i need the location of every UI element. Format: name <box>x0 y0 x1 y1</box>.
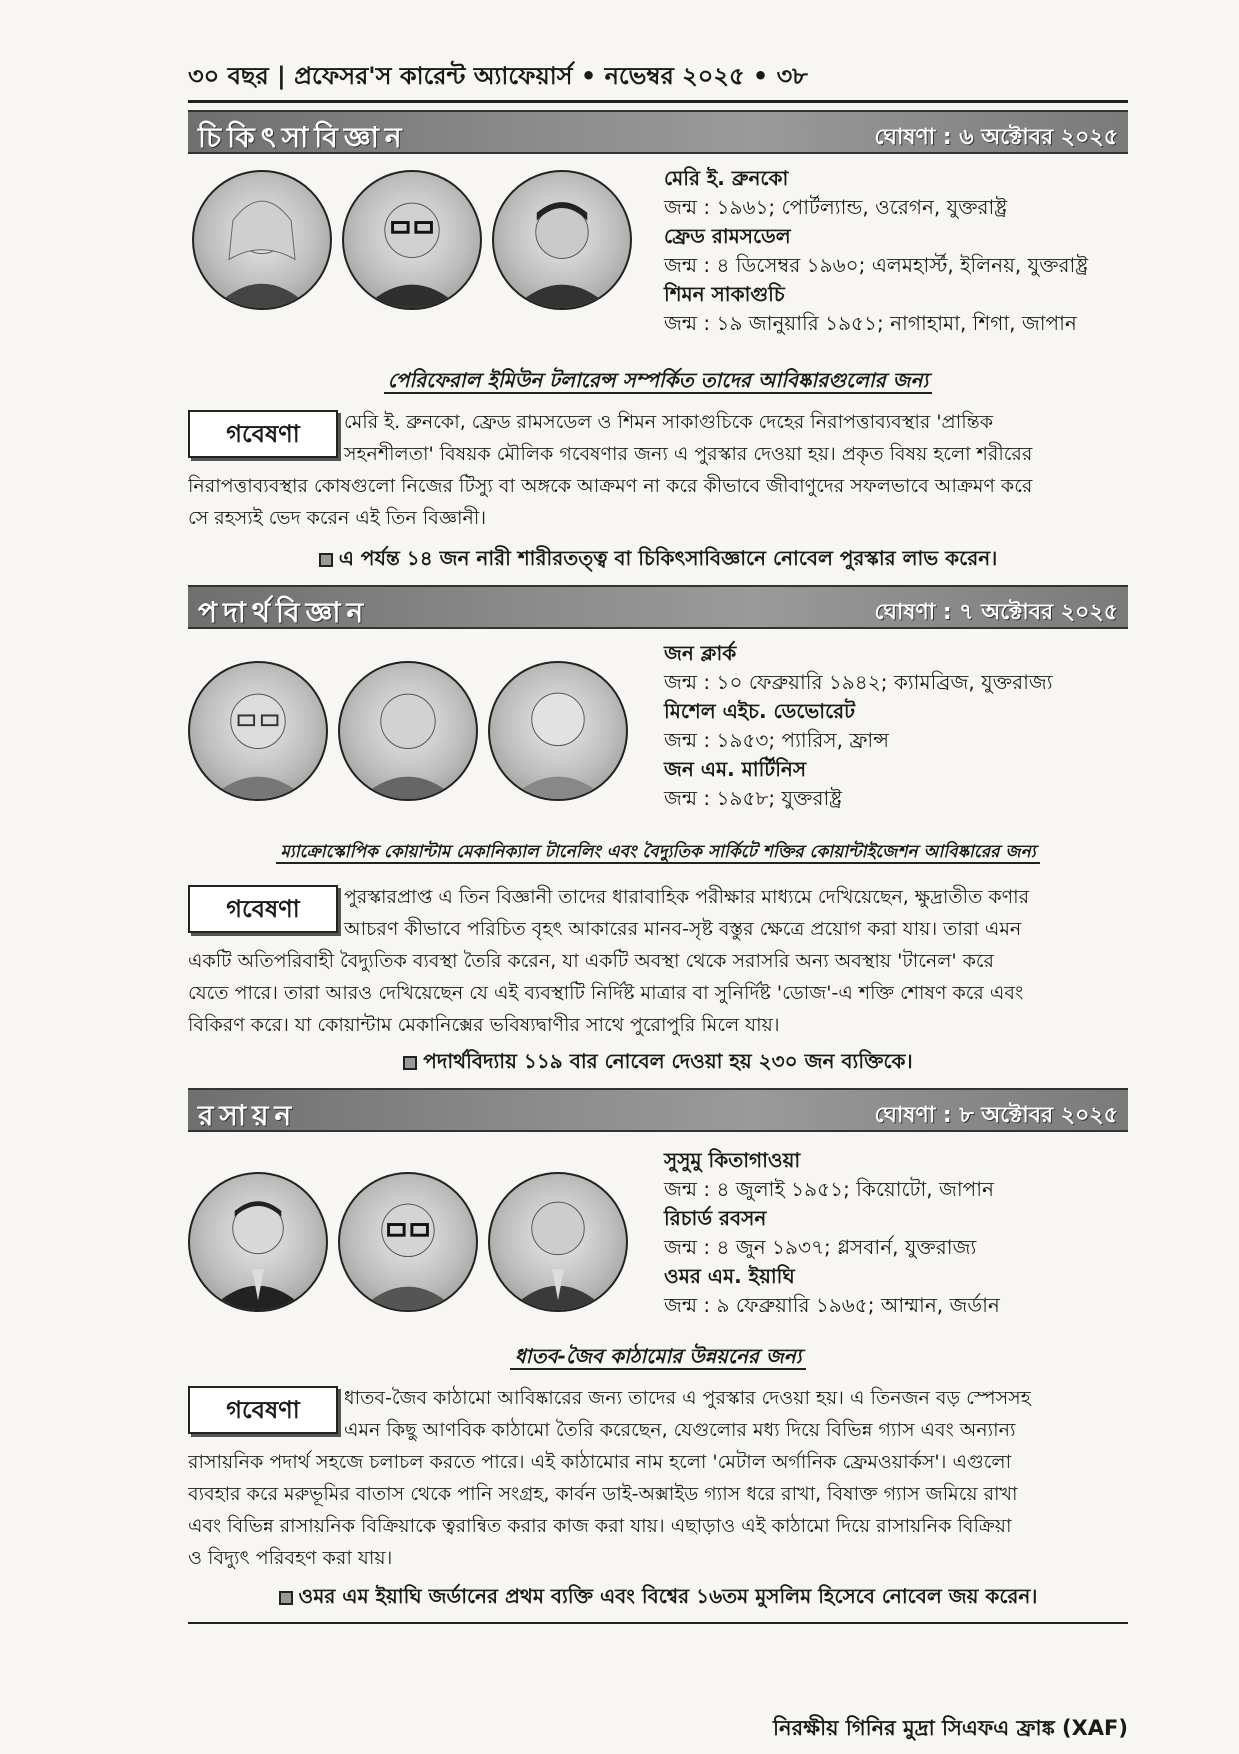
person-icon <box>344 172 480 308</box>
laureate-portrait <box>338 1172 478 1312</box>
laureate-name: রিচার্ড রবসন <box>664 1206 767 1230</box>
section-banner <box>188 585 1128 629</box>
award-reason-text: ধাতব-জৈব কাঠামোর উন্নয়নের জন্য <box>510 1344 805 1370</box>
bullet-square-icon <box>319 553 333 567</box>
footer-note: নিরক্ষীয় গিনির মুদ্রা সিএফএ ফ্রাঙ্ক (XAF) <box>773 1716 1128 1740</box>
research-text: সে রহস্যই ভেদ করেন এই তিন বিজ্ঞানী। <box>188 507 487 529</box>
laureate-name: মেরি ই. ব্রুনকো <box>664 166 789 190</box>
laureate-photos <box>188 661 658 811</box>
laureate-name: শিমন সাকাগুচি <box>664 282 785 306</box>
person-icon <box>490 1174 626 1310</box>
laureate-list <box>664 1146 1128 1320</box>
laureate-birth: জন্ম : ১৯ জানুয়ারি ১৯৫১; নাগাহামা, শিগা, জাপান <box>664 311 1077 335</box>
person-icon <box>340 1174 476 1310</box>
laureate-portrait <box>488 1172 628 1312</box>
research-text: সহনশীলতা' বিষয়ক মৌলিক গবেষণার জন্য এ পুরস্কার দেওয়া হয়। প্রকৃত বিষয় হলো শরীরের <box>344 443 1033 465</box>
laureate-portrait <box>342 170 482 310</box>
person-icon <box>494 172 630 308</box>
person-icon <box>190 1174 326 1310</box>
laureate-birth: জন্ম : ১৯৫৩; প্যারিস, ফ্রান্স <box>664 728 889 752</box>
section-title: রসায়ন <box>198 1099 298 1132</box>
person-icon <box>340 663 476 799</box>
laureate-birth: জন্ম : ৯ ফেব্রুয়ারি ১৯৬৫; আম্মান, জর্ডান <box>664 1293 1000 1317</box>
laureate-birth: জন্ম : ১০ ফেব্রুয়ারি ১৯৪২; ক্যামব্রিজ, যুক্তরাজ্য <box>664 670 1053 694</box>
award-reason <box>188 839 1128 867</box>
research-text: যেতে পারে। তারা আরও দেখিয়েছেন যে এই ব্যবস্থাটি নির্দিষ্ট মাত্রার বা সুনির্দিষ্ট 'ডোজ'-এ শক্তি শোষণ করে এবং <box>188 982 1024 1004</box>
laureate-birth: জন্ম : ১৯৬১; পোর্টল্যান্ড, ওরেগন, যুক্তরাষ্ট্র <box>664 195 1008 219</box>
laureate-birth: জন্ম : ১৯৫৮; যুক্তরাষ্ট্র <box>664 786 842 810</box>
announcement-date: ঘোষণা : ৮ অক্টোবর ২০২৫ <box>874 1103 1118 1128</box>
award-reason-text: পেরিফেরাল ইমিউন টলারেন্স সম্পর্কিত তাদের আবিষ্কারগুলোর জন্য <box>384 368 933 394</box>
fact-text: পদার্থবিদ্যায় ১১৯ বার নোবেল দেওয়া হয় ২৩০ জন ব্যক্তিকে। <box>423 1049 913 1073</box>
research-text: একটি অতিপরিবাহী বৈদ্যুতিক ব্যবস্থা তৈরি করেন, যা একটি অবস্থা থেকে সরাসরি অন্য অবস্থায় 'টানেল' করে <box>188 950 995 972</box>
research-text: এবং বিভিন্ন রাসায়নিক বিক্রিয়াকে ত্বরান্বিত করার কাজ করা যায়। এছাড়াও এই কাঠামো দিয়ে রাসায়নিক বিক্রিয়া <box>188 1515 1012 1537</box>
footer-rule <box>188 1622 1128 1624</box>
section-physics <box>188 585 1128 1073</box>
laureate-name: ওমর এম. ইয়াঘি <box>664 1264 795 1288</box>
laureate-birth: জন্ম : ৪ ডিসেম্বর ১৯৬০; এলমহার্স্ট, ইলিনয়, যুক্তরাষ্ট্র <box>664 253 1089 277</box>
laureate-name: জন ক্লার্ক <box>664 641 737 665</box>
laureate-birth: জন্ম : ৪ জুন ১৯৩৭; গ্লসবার্ন, যুক্তরাজ্য <box>664 1235 977 1259</box>
laureate-name: জন এম. মার্টিনিস <box>664 757 807 781</box>
fact-text: ওমর এম ইয়াঘি জর্ডানের প্রথম ব্যক্তি এবং বিশ্বের ১৬তম মুসলিম হিসেবে নোবেল জয় করেন। <box>298 1584 1038 1608</box>
research-text: ও বিদ্যুৎ পরিবহণ করা যায়। <box>188 1547 393 1569</box>
section-banner <box>188 110 1128 154</box>
laureate-portrait <box>492 170 632 310</box>
section-chemistry <box>188 1088 1128 1608</box>
running-header: ৩০ বছর | প্রফেসর'স কারেন্ট অ্যাফেয়ার্স • নভেম্বর ২০২৫ • ৩৮ <box>188 62 808 90</box>
award-reason <box>188 366 1128 399</box>
bullet-square-icon <box>403 1056 417 1070</box>
research-text: ব্যবহার করে মরুভূমির বাতাস থেকে পানি সংগ্রহ, কার্বন ডাই-অক্সাইড গ্যাস ধরে রাখা, বিষাক্ত গ্যাস জমিয়ে রাখা <box>188 1483 1018 1505</box>
fact-note <box>188 1582 1128 1615</box>
announcement-date: ঘোষণা : ৬ অক্টোবর ২০২৫ <box>874 125 1118 150</box>
bullet-square-icon <box>279 1591 293 1605</box>
research-label: গবেষণা <box>188 885 338 933</box>
laureate-portrait <box>188 1172 328 1312</box>
section-title: পদার্থবিজ্ঞান <box>198 596 370 629</box>
person-icon <box>190 663 326 799</box>
research-block <box>188 406 1128 534</box>
announcement-date: ঘোষণা : ৭ অক্টোবর ২০২৫ <box>874 600 1118 625</box>
laureate-photos <box>188 166 658 316</box>
person-icon <box>194 172 330 308</box>
laureate-birth: জন্ম : ৪ জুলাই ১৯৫১; কিয়োটো, জাপান <box>664 1177 994 1201</box>
laureate-list <box>664 639 1128 813</box>
research-text: মেরি ই. ব্রুনকো, ফ্রেড রামসডেল ও শিমন সাকাগুচিকে দেহের নিরাপত্তাব্যবস্থার 'প্রান্তিক <box>344 411 994 433</box>
person-icon <box>490 663 626 799</box>
research-text: বিকিরণ করে। যা কোয়ান্টাম মেকানিক্সের ভবিষ্যদ্বাণীর সাথে পুরোপুরি মিলে যায়। <box>188 1014 780 1036</box>
research-text: রাসায়নিক পদার্থ সহজে চলাচল করতে পারে। এই কাঠামোর নাম হলো 'মেটাল অর্গানিক ফ্রেমওয়ার্কস'। এগুলো <box>188 1451 1012 1473</box>
laureate-portrait <box>188 661 328 801</box>
research-label: গবেষণা <box>188 410 338 458</box>
fact-note <box>188 544 1128 577</box>
laureate-list <box>664 164 1128 338</box>
section-banner <box>188 1088 1128 1132</box>
section-title: চিকিৎসাবিজ্ঞান <box>198 121 408 154</box>
research-text: আচরণ কীভাবে পরিচিত বৃহৎ আকারের মানব-সৃষ্ট বস্তুর ক্ষেত্রে প্রয়োগ করা যায়। তারা এমন <box>344 918 1022 940</box>
fact-text: এ পর্যন্ত ১৪ জন নারী শারীরতত্ত্ব বা চিকিৎসাবিজ্ঞানে নোবেল পুরস্কার লাভ করেন। <box>338 546 998 570</box>
research-text: নিরাপত্তাব্যবস্থার কোষগুলো নিজের টিস্যু বা অঙ্গকে আক্রমণ না করে কীভাবে জীবাণুদের সফলভাবে আক্রমণ করে <box>188 475 1033 497</box>
laureate-portrait <box>338 661 478 801</box>
award-reason-text: ম্যাক্রোস্কোপিক কোয়ান্টাম মেকানিক্যাল টানেলিং এবং বৈদ্যুতিক সার্কিটে শক্তির কোয়ান্টাইজেশন আবিষ্কারের জন্য <box>276 842 1039 864</box>
section-medicine <box>188 110 1128 570</box>
laureate-name: ফ্রেড রামসডেল <box>664 224 791 248</box>
laureate-portrait <box>488 661 628 801</box>
laureate-photos <box>188 1172 658 1322</box>
award-reason <box>188 1342 1128 1375</box>
laureate-name: মিশেল এইচ. ডেভোরেট <box>664 699 856 723</box>
research-block <box>188 1382 1128 1574</box>
fact-note <box>188 1047 1128 1080</box>
research-text: পুরস্কারপ্রাপ্ত এ তিন বিজ্ঞানী তাদের ধারাবাহিক পরীক্ষার মাধ্যমে দেখিয়েছেন, ক্ষুদ্রাতীত কণার <box>344 886 1030 908</box>
laureate-portrait <box>192 170 332 310</box>
header-rule <box>188 100 1128 103</box>
research-text: এমন কিছু আণবিক কাঠামো তৈরি করেছেন, যেগুলোর মধ্য দিয়ে বিভিন্ন গ্যাস এবং অন্যান্য <box>344 1419 1016 1441</box>
research-label: গবেষণা <box>188 1386 338 1434</box>
research-block <box>188 881 1128 1041</box>
laureate-name: সুসুমু কিতাগাওয়া <box>664 1148 801 1172</box>
research-text: ধাতব-জৈব কাঠামো আবিষ্কারের জন্য তাদের এ পুরস্কার দেওয়া হয়। এ তিনজন বড় স্পেসসহ <box>344 1387 1031 1409</box>
